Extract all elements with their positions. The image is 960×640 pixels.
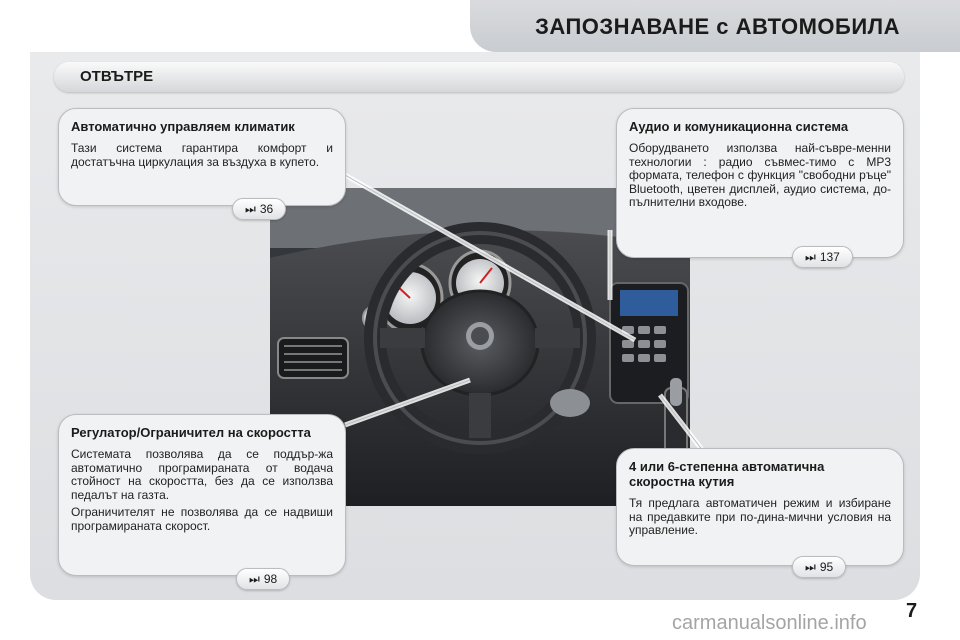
section-title: ОТВЪТРЕ <box>80 68 154 85</box>
callout-text: Ограничителят не позволява да се надвиши програмираната скорост. <box>71 505 333 533</box>
page-ref-number: 95 <box>819 560 834 574</box>
fast-forward-icon: ⏭ <box>805 560 816 574</box>
page-number: 7 <box>906 600 918 622</box>
callout-cruise-control <box>58 414 346 576</box>
fast-forward-icon: ⏭ <box>245 202 256 216</box>
page-ref-number: 137 <box>819 250 840 264</box>
callout-text: Оборудването използва най-съвре-менни технологии : радио съвмес-тимо с MP3 формата, телефон с функция "свободни ръце" Bluetooth, цветен дисплей, аудио система, до-пълнителни входове. <box>629 141 891 209</box>
callout-title: Аудио и комуникационна система <box>629 119 849 134</box>
section-heading-bar <box>54 62 904 92</box>
page-ref-link[interactable] <box>792 556 846 578</box>
callout-climate-control <box>58 108 346 206</box>
watermark: carmanualsonline.info <box>672 612 867 634</box>
header-bar <box>470 0 960 52</box>
fast-forward-icon: ⏭ <box>249 572 260 586</box>
page-ref-link[interactable] <box>236 568 290 590</box>
callout-text: Тази система гарантира комфорт и достатъчна циркулация за въздуха в купето. <box>71 141 333 169</box>
callout-automatic-gearbox <box>616 448 904 566</box>
callout-title: 4 или 6-степенна автоматична скоростна кутия <box>629 459 825 489</box>
page-title: ЗАПОЗНАВАНЕ с АВТОМОБИЛА <box>535 14 900 39</box>
callout-text: Тя предлага автоматичен режим и избиране на предавките при по-дина-мични условия на управление. <box>629 496 891 537</box>
page-ref-number: 98 <box>263 572 278 586</box>
fast-forward-icon: ⏭ <box>805 250 816 264</box>
callout-audio-system <box>616 108 904 258</box>
callout-text: Системата позволява да се поддър-жа автоматично програмираната от водача стойност на скоростта, без да се използва педалът на газта. <box>71 447 333 502</box>
callout-title: Регулатор/Ограничител на скоростта <box>71 425 311 440</box>
page-ref-number: 36 <box>259 202 274 216</box>
callout-title: Автоматично управляем климатик <box>71 119 295 134</box>
page-ref-link[interactable] <box>232 198 286 220</box>
page-ref-link[interactable] <box>792 246 853 268</box>
